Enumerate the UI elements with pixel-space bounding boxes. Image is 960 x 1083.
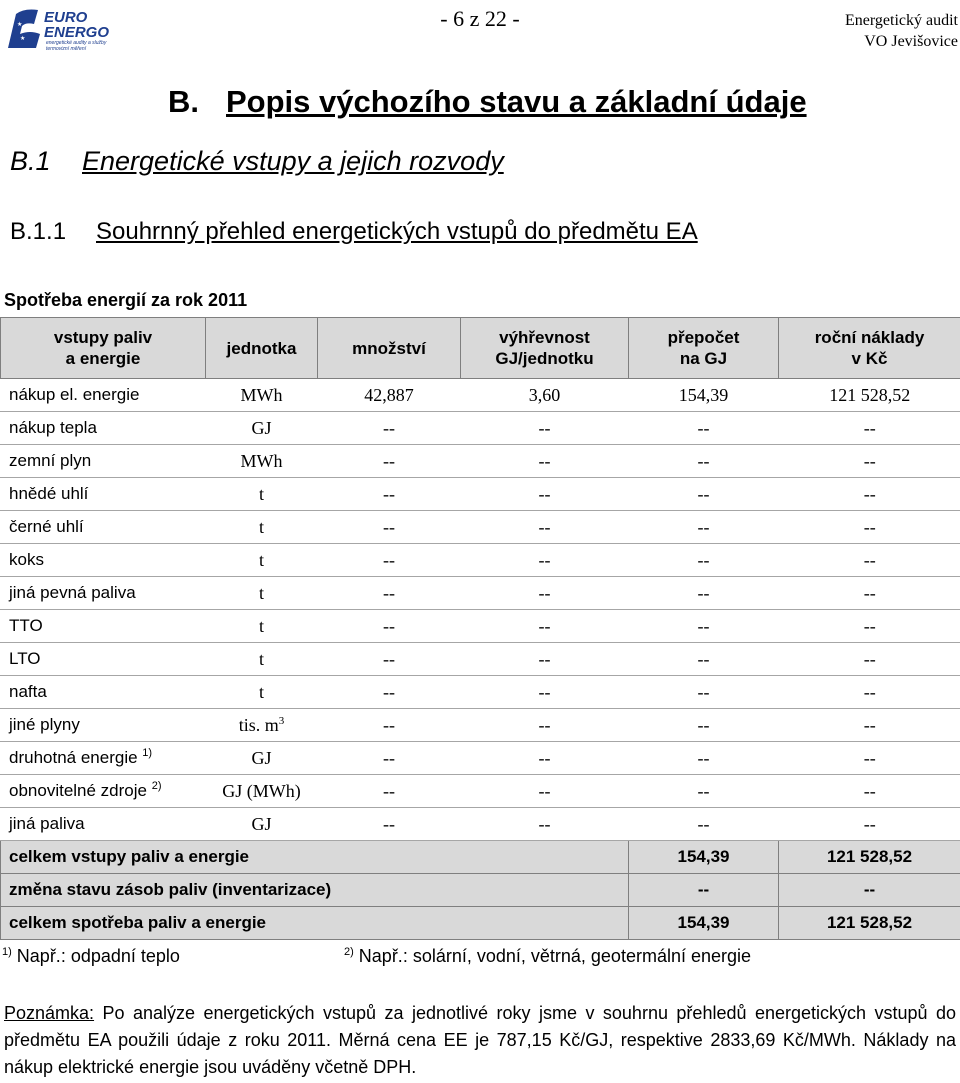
section-heading	[168, 84, 807, 120]
table-row: druhotná energie $^{1)}$ GJ -- -- -- --	[1, 742, 960, 775]
table-row: obnovitelné zdroje $^{2)}$ GJ (MWh) -- -- -- --	[1, 775, 960, 808]
col-header-gj-conversion: přepočet na GJ	[629, 318, 779, 379]
table-header-row	[1, 318, 960, 379]
table-caption: Spotřeba energií za rok 2011	[4, 290, 248, 310]
col-header-unit: jednotka	[206, 318, 318, 379]
subsubsection-title: Souhrnný přehled energetických vstupů do předmětu EA	[96, 218, 698, 245]
page-number: - 6 z 22 -	[440, 6, 520, 31]
total-row: celkem vstupy paliv a energie 154,39 121 528,52	[1, 841, 960, 874]
logo-tagline2: termovizní měření	[46, 46, 87, 52]
table-row: nákup el. energie MWh 42,887 3,60 154,39 121 528,52	[1, 379, 960, 412]
note-text: Po analýze energetických vstupů za jednotlivé roky jsme v souhrnu přehledů energetických vstupů do předmětu EA použili údaje z roku 2011. Měrná cena EE je 787,15 Kč/GJ, respektive 2833,69 Kč/MWh. Náklady na nákup elektrické energie jsou uváděny včetně DPH.	[4, 1003, 956, 1077]
svg-text:★: ★	[24, 28, 30, 34]
total-row: změna stavu zásob paliv (inventarizace) -- --	[1, 874, 960, 907]
subsection-heading	[10, 146, 504, 177]
col-header-quantity: množství	[318, 318, 461, 379]
section-number: B.	[168, 84, 199, 119]
table-row: koks t -- -- -- --	[1, 544, 960, 577]
svg-text:★: ★	[20, 36, 26, 42]
table-row: zemní plyn MWh -- -- -- --	[1, 445, 960, 478]
object-name: VO Jevišovice	[864, 33, 958, 50]
logo-tagline1: energetické audity a služby	[46, 40, 107, 46]
note-label: Poznámka:	[4, 1003, 95, 1023]
svg-text:★: ★	[17, 22, 23, 28]
footnote-1: $^{1)}$ Např.: odpadní teplo	[2, 946, 180, 966]
doc-type: Energetický audit	[845, 12, 958, 29]
table-row: černé uhlí t -- -- -- --	[1, 511, 960, 544]
subsection-number: B.1	[10, 146, 51, 176]
total-row: celkem spotřeba paliv a energie 154,39 121 528,52	[1, 907, 960, 940]
logo-line1: EURO	[44, 9, 88, 26]
section-title: Popis výchozího stavu a základní údaje	[226, 84, 807, 119]
col-header-annual-cost: roční náklady v Kč	[779, 318, 960, 379]
header-right	[845, 10, 958, 52]
footnote-2: $^{2)}$ Např.: solární, vodní, větrná, geotermální energie	[344, 946, 752, 966]
logo-line2: ENERGO	[44, 24, 110, 41]
col-header-inputs: vstupy paliv a energie	[1, 318, 206, 379]
table-row: TTO t -- -- -- --	[1, 610, 960, 643]
note-paragraph	[4, 1000, 956, 1081]
subsubsection-heading	[10, 218, 698, 246]
table-row: jiná paliva GJ -- -- -- --	[1, 808, 960, 841]
table-row: jiná pevná paliva t -- -- -- --	[1, 577, 960, 610]
table-row: nafta t -- -- -- --	[1, 676, 960, 709]
col-header-heating-value: výhřevnost GJ/jednotku	[461, 318, 629, 379]
table-row: nákup tepla GJ -- -- -- --	[1, 412, 960, 445]
table-row: hnědé uhlí t -- -- -- --	[1, 478, 960, 511]
subsection-title: Energetické vstupy a jejich rozvody	[82, 146, 504, 176]
energy-inputs-table	[0, 317, 960, 940]
subsubsection-number: B.1.1	[10, 218, 67, 245]
table-row: LTO t -- -- -- --	[1, 643, 960, 676]
table-row: jiné plyny tis. $m^3$ -- -- -- --	[1, 709, 960, 742]
